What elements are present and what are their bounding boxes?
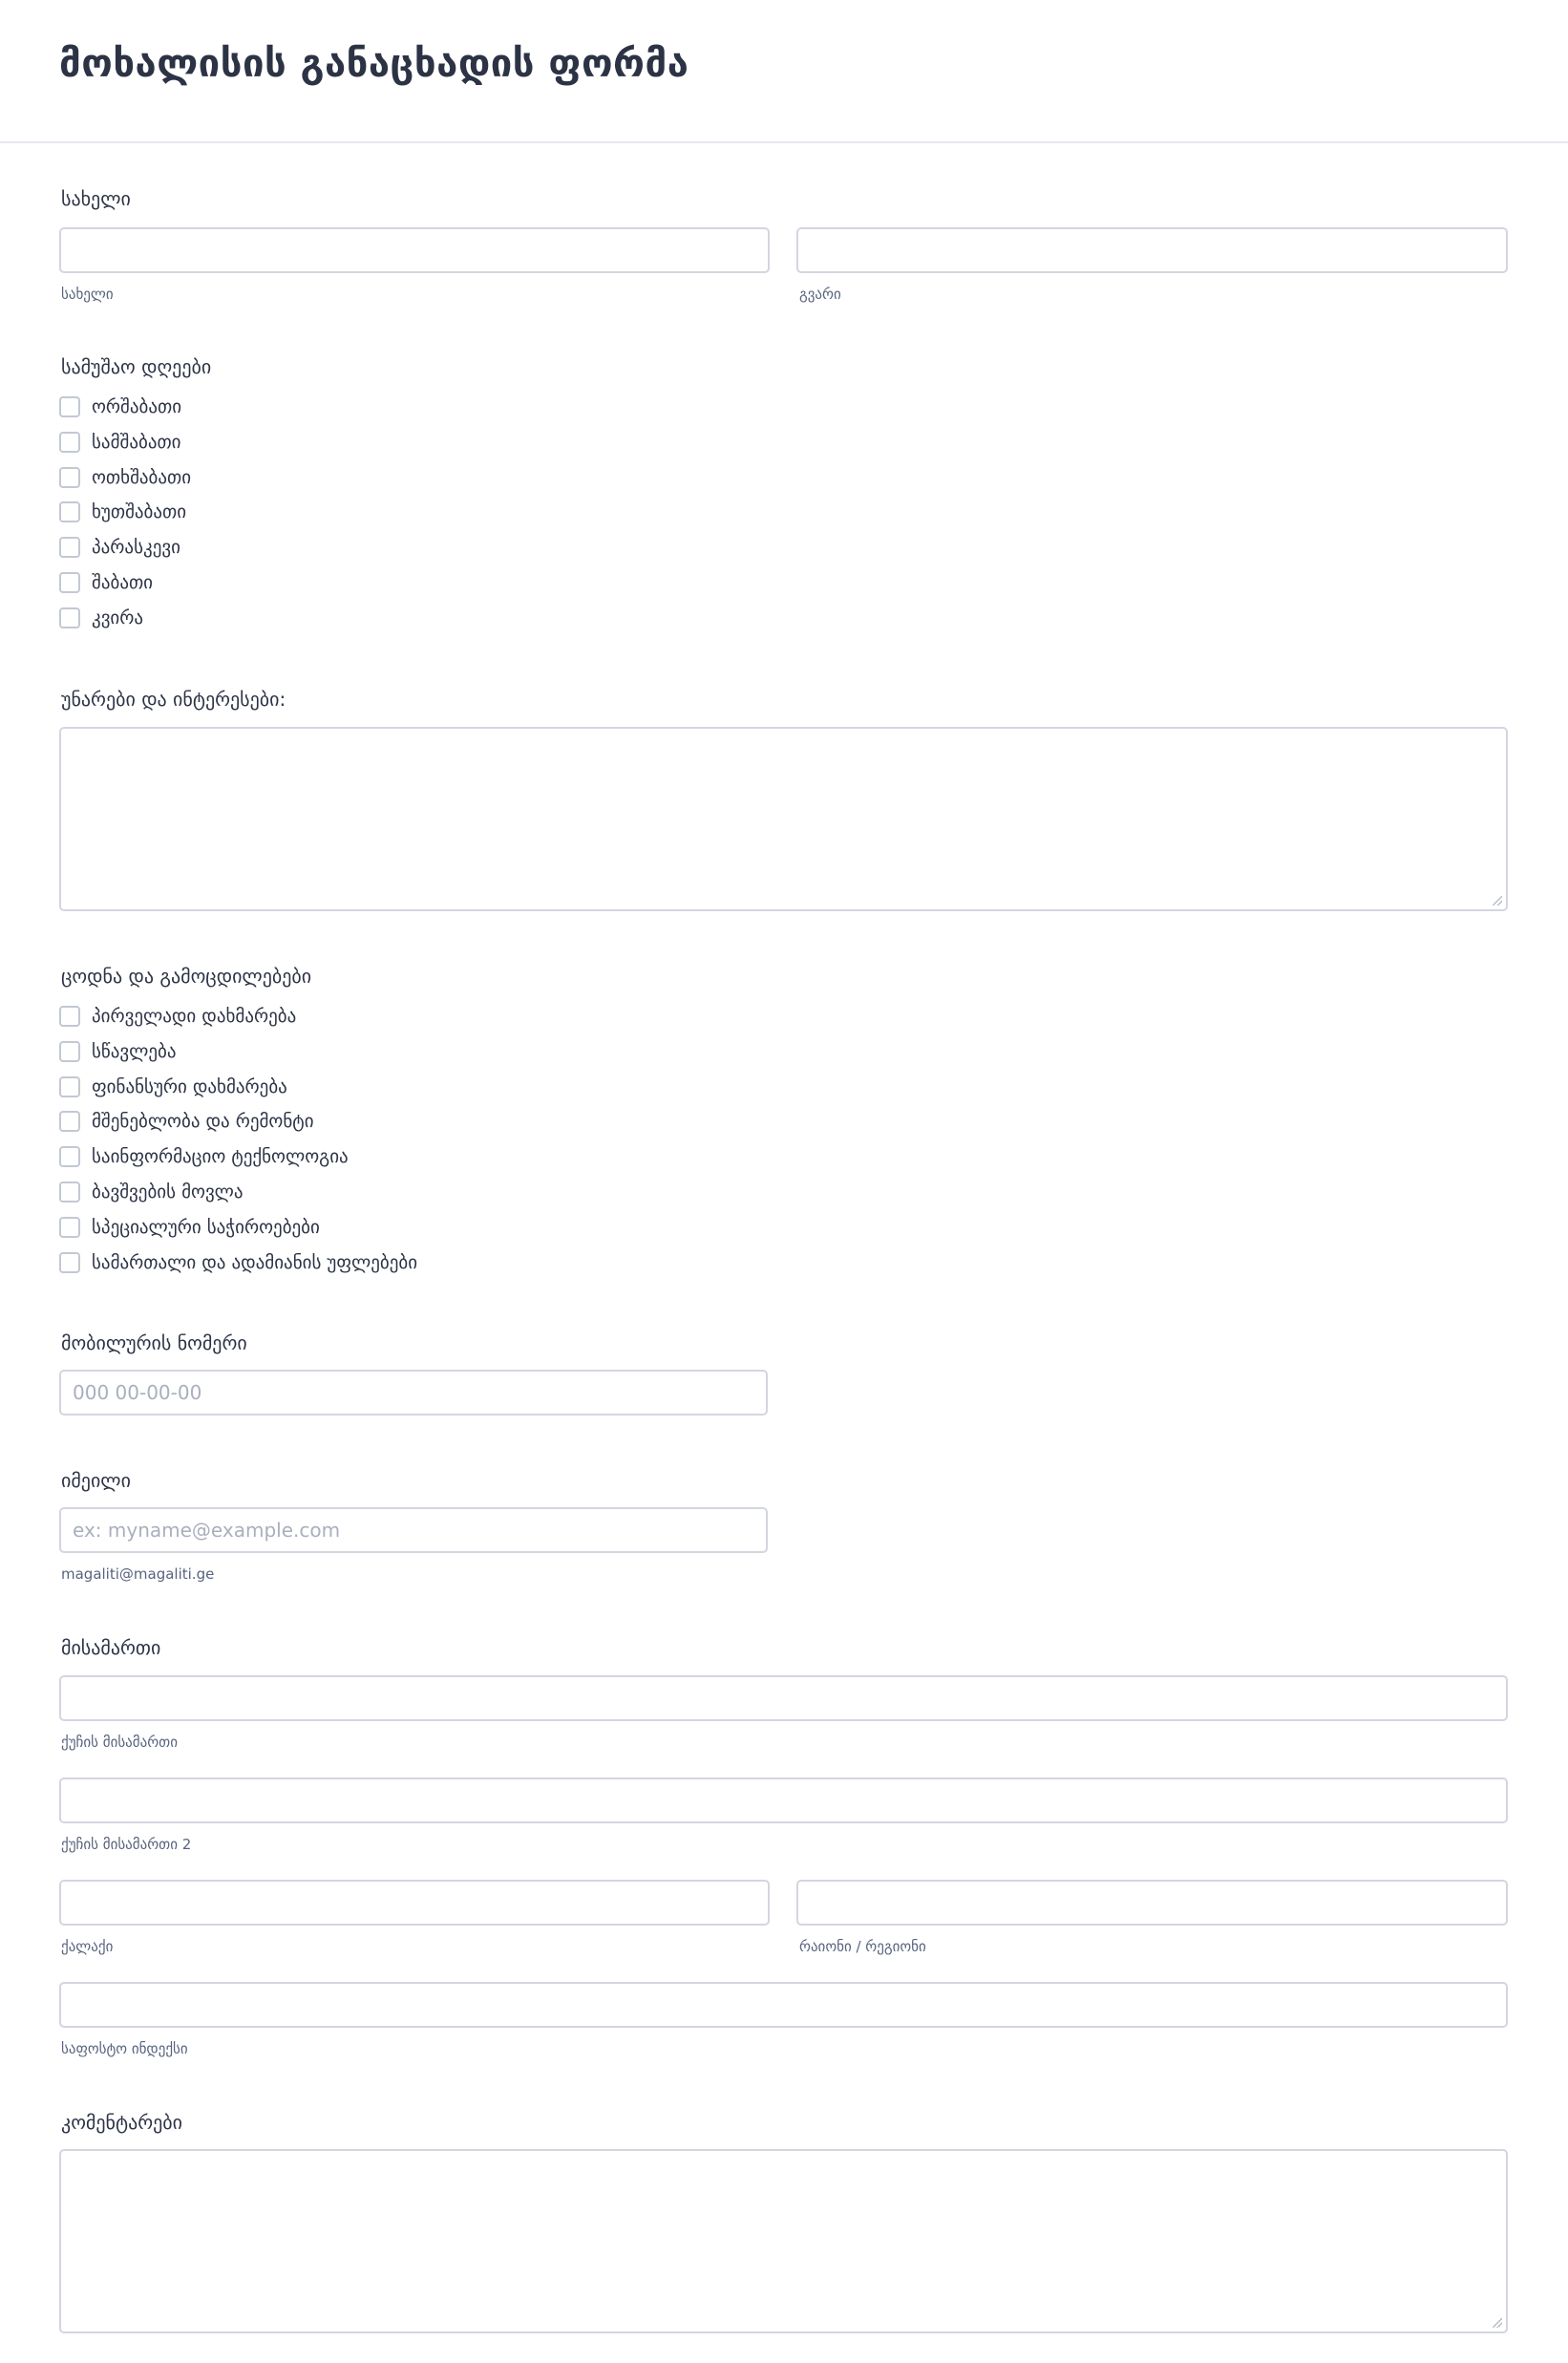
workday-checkbox[interactable] (59, 467, 80, 488)
phone-input[interactable] (59, 1370, 768, 1416)
workday-option-label: შაბათი (92, 572, 154, 593)
knowledge-checkbox[interactable] (59, 1006, 80, 1027)
street-address-2-input[interactable] (59, 1778, 1508, 1823)
workday-option-label: კვირა (92, 607, 144, 628)
form-title: მოხალისის განაცხადის ფორმა (59, 42, 689, 86)
region-sublabel: რაიონი / რეგიონი (799, 1938, 926, 1955)
workday-option[interactable] (59, 569, 153, 596)
knowledge-option-label: სწავლება (92, 1040, 177, 1062)
city-input[interactable] (59, 1880, 770, 1926)
workday-option[interactable] (59, 605, 143, 631)
street-address-input[interactable] (59, 1675, 1508, 1721)
street-address-2-sublabel: ქუჩის მისამართი 2 (61, 1836, 192, 1853)
knowledge-checkbox[interactable] (59, 1111, 80, 1132)
address-label: მისამართი (61, 1636, 161, 1659)
workday-option-label: ორშაბათი (92, 396, 182, 417)
comments-label: კომენტარები (61, 2111, 183, 2134)
knowledge-option-label: სამართალი და ადამიანის უფლებები (92, 1251, 418, 1273)
workday-checkbox[interactable] (59, 607, 80, 628)
workday-option-label: ოთხშაბათი (92, 466, 192, 488)
workday-option[interactable] (59, 534, 180, 561)
email-sublabel: magaliti@magaliti.ge (61, 1565, 215, 1583)
workday-option-label: პარასკევი (92, 537, 180, 559)
phone-label: მობილურის ნომერი (61, 1331, 247, 1354)
knowledge-option[interactable] (59, 1143, 349, 1170)
knowledge-checkbox[interactable] (59, 1146, 80, 1167)
workday-option-label: ხუთშაბათი (92, 501, 187, 523)
workday-checkbox[interactable] (59, 432, 80, 453)
knowledge-checkbox[interactable] (59, 1217, 80, 1238)
last-name-sublabel: გვარი (799, 286, 841, 303)
name-label: სახელი (61, 187, 131, 210)
knowledge-option-label: სპეციალური საჭიროებები (92, 1216, 320, 1238)
email-input[interactable] (59, 1507, 768, 1553)
region-input[interactable] (796, 1880, 1508, 1926)
resize-grip-icon[interactable] (1493, 2318, 1502, 2328)
knowledge-label: ცოდნა და გამოცდილებები (61, 965, 312, 988)
workday-option[interactable] (59, 429, 181, 456)
city-sublabel: ქალაქი (61, 1938, 114, 1955)
postal-code-input[interactable] (59, 1982, 1508, 2028)
resize-grip-icon[interactable] (1493, 896, 1502, 905)
workday-checkbox[interactable] (59, 501, 80, 522)
email-label: იმეილი (61, 1469, 131, 1492)
knowledge-option[interactable] (59, 1108, 314, 1135)
form-header (0, 0, 1568, 143)
skills-textarea[interactable] (59, 727, 1508, 911)
workday-checkbox[interactable] (59, 537, 80, 558)
knowledge-checkbox[interactable] (59, 1076, 80, 1097)
knowledge-checkbox[interactable] (59, 1041, 80, 1062)
knowledge-checkbox[interactable] (59, 1182, 80, 1203)
last-name-input[interactable] (796, 227, 1508, 273)
workday-option[interactable] (59, 464, 191, 491)
knowledge-option[interactable] (59, 1179, 244, 1205)
workday-option-label: სამშაბათი (92, 431, 181, 453)
knowledge-option[interactable] (59, 1038, 177, 1065)
workdays-label: სამუშაო დღეები (61, 355, 212, 378)
first-name-sublabel: სახელი (61, 286, 114, 303)
knowledge-option-label: ბავშვების მოვლა (92, 1182, 244, 1203)
knowledge-option-label: მშენებლობა და რემონტი (92, 1111, 314, 1133)
knowledge-option[interactable] (59, 1249, 417, 1276)
knowledge-option[interactable] (59, 1003, 296, 1030)
comments-textarea[interactable] (59, 2149, 1508, 2333)
first-name-input[interactable] (59, 227, 770, 273)
workday-option[interactable] (59, 394, 181, 420)
workday-option[interactable] (59, 499, 186, 525)
knowledge-option[interactable] (59, 1214, 320, 1241)
knowledge-option-label: ფინანსური დახმარება (92, 1075, 287, 1097)
street-address-sublabel: ქუჩის მისამართი (61, 1734, 178, 1751)
skills-label: უნარები და ინტერესები: (61, 688, 286, 711)
workday-checkbox[interactable] (59, 396, 80, 417)
knowledge-option-label: პირველადი დახმარება (92, 1006, 297, 1027)
knowledge-option[interactable] (59, 1074, 287, 1100)
postal-code-sublabel: საფოსტო ინდექსი (61, 2040, 188, 2057)
knowledge-option-label: საინფორმაციო ტექნოლოგია (92, 1146, 349, 1168)
workday-checkbox[interactable] (59, 572, 80, 593)
knowledge-checkbox[interactable] (59, 1252, 80, 1273)
